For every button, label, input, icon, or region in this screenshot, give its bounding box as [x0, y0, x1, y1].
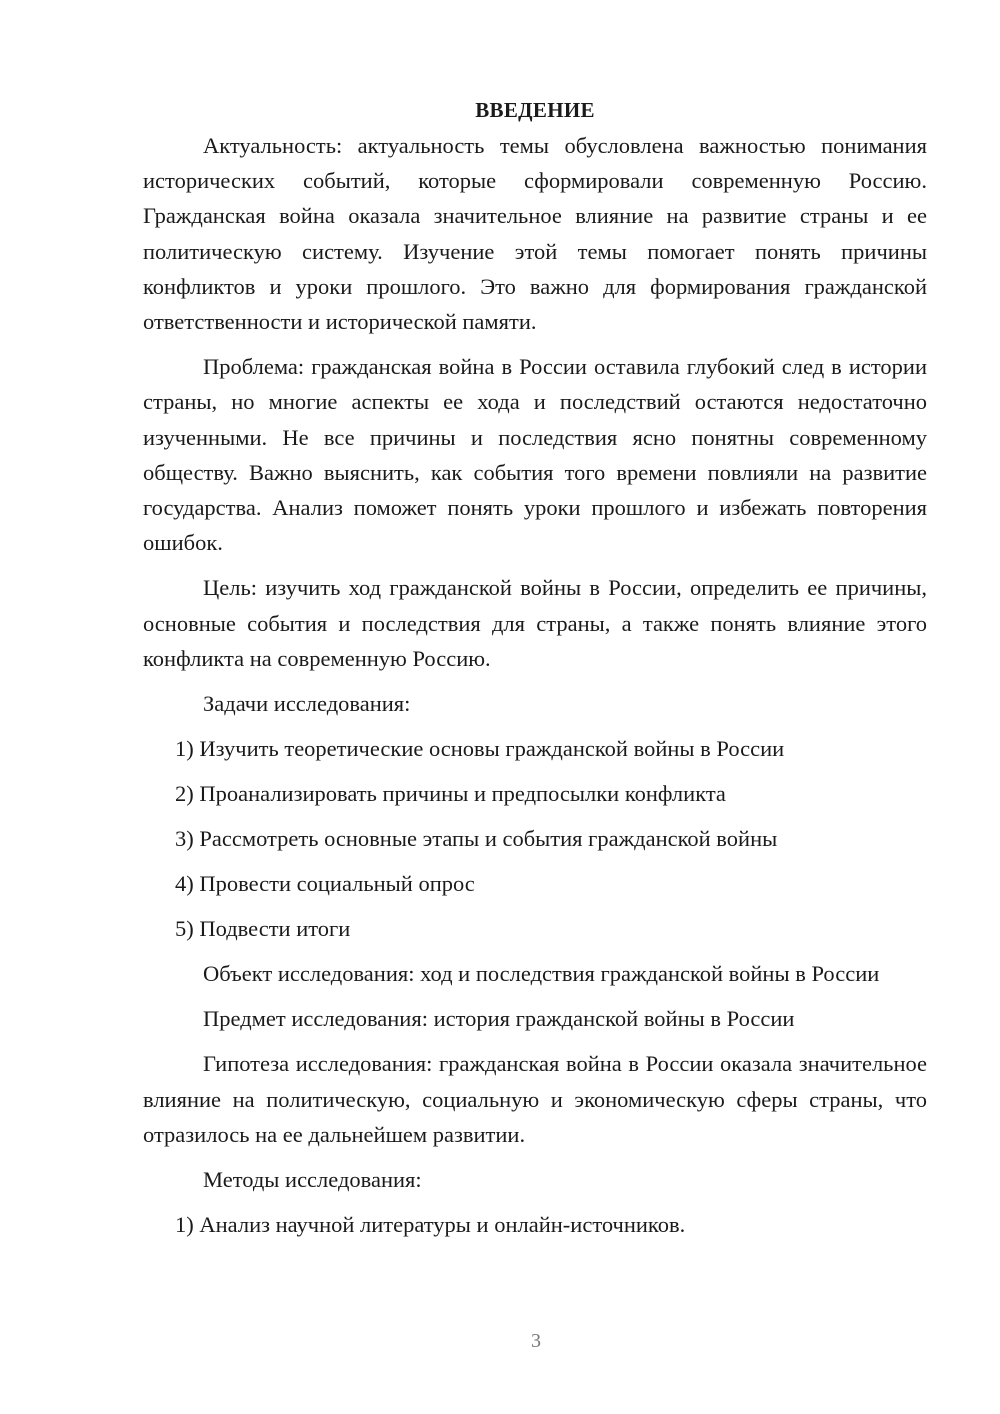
goal-paragraph: Цель: изучить ход гражданской войны в России, определить ее причины, основные события и последствия для страны, а также понять влияние этого конфликта на современную Россию.	[143, 575, 927, 671]
page-number: 3	[531, 1330, 541, 1352]
list-item: 1) Изучить теоретические основы гражданской войны в России	[175, 736, 785, 762]
list-item: 3) Рассмотреть основные этапы и события гражданской войны	[175, 826, 778, 852]
object-paragraph: Объект исследования: ход и последствия гражданской войны в России	[203, 961, 880, 987]
problem-paragraph: Проблема: гражданская война в России оставила глубокий след в истории страны, но многие аспекты ее хода и последствий остаются недостаточно изученными. Не все причины и последствия ясно понятны современному обществу. Важно выяснить, как события того времени повлияли на развитие государства. Анализ поможет понять уроки прошлого и избежать повторения ошибок.	[143, 354, 927, 556]
list-item: 1) Анализ научной литературы и онлайн-источников.	[175, 1212, 686, 1238]
methods-heading: Методы исследования:	[203, 1167, 422, 1193]
relevance-paragraph: Актуальность: актуальность темы обусловлена важностью понимания исторических событий, которые сформировали современную Россию. Гражданская война оказала значительное влияние на развитие страны и ее политическую систему. Изучение этой темы помогает понять причины конфликтов и уроки прошлого. Это важно для формирования гражданской ответственности и исторической памяти.	[143, 133, 927, 335]
tasks-heading: Задачи исследования:	[203, 691, 411, 717]
tasks-list	[143, 731, 927, 946]
subject-paragraph: Предмет исследования: история гражданской войны в России	[203, 1006, 795, 1032]
list-item: 4) Провести социальный опрос	[175, 871, 475, 897]
document-page	[143, 92, 927, 1252]
methods-list	[143, 1207, 927, 1242]
list-item: 5) Подвести итоги	[175, 916, 351, 942]
page-title: ВВЕДЕНИЕ	[475, 98, 595, 122]
hypothesis-paragraph: Гипотеза исследования: гражданская война в России оказала значительное влияние на политическую, социальную и экономическую сферы страны, что отразилось на ее дальнейшем развитии.	[143, 1051, 927, 1147]
list-item: 2) Проанализировать причины и предпосылки конфликта	[175, 781, 726, 807]
